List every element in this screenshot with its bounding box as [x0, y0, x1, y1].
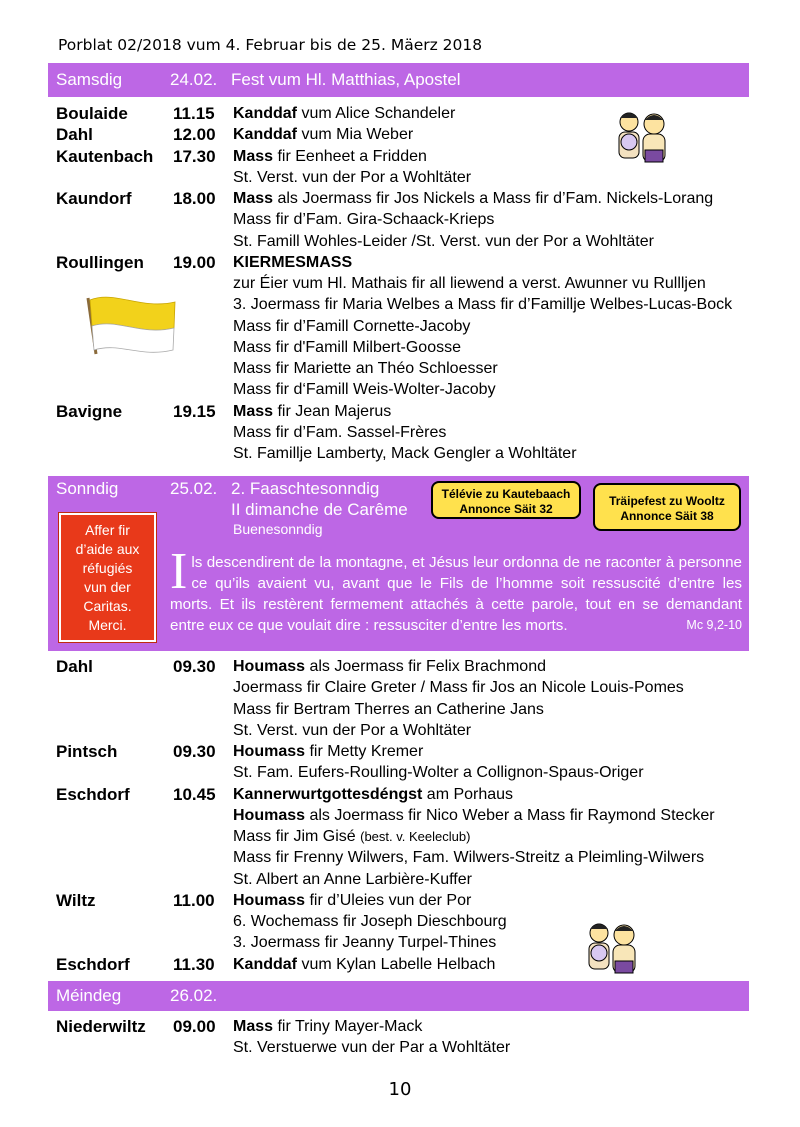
intention-text [233, 252, 352, 273]
intention-text: St. Verstuerwe vun der Par a Wohltäter [233, 1039, 511, 1057]
intention-text: Mass fir Frenny Wilwers, Fam. Wilwers-Streitz a Pleimling-Wilwers [233, 849, 705, 867]
gospel-reference: Mc 9,2-10 [686, 618, 742, 632]
redbox-line: Affer fir [85, 522, 130, 538]
place-name: Eschdorf [56, 954, 130, 974]
intention-text: Mass fir Eenheet a Fridden [233, 147, 427, 165]
service-type: KIERMESMASS [233, 253, 353, 271]
intention-text: St. Famill Wohles-Leider /St. Verst. vun der Por a Wohltäter [233, 232, 654, 250]
day-label: Méindeg [56, 986, 122, 1005]
intention-text: Houmass fir Metty Kremer [233, 743, 424, 760]
intention-text: St. Famillje Lamberty, Mack Gengler a Wohltäter [233, 445, 577, 462]
notice-line: Träipefest zu Wooltz [609, 494, 725, 508]
intention-text: Kanddaf vum Alice Schandeler [233, 105, 456, 122]
mass-time: 11.30 [173, 954, 215, 974]
intention-text: Mass fir Bertram Therres an Catherine Jans [233, 700, 544, 718]
papal-flag-illustration [80, 292, 180, 362]
intention-text: zur Éier vum Hl. Mathais fir all liewend a verst. Awunner vu Rullljen [233, 275, 706, 292]
service-type: Kanddaf [233, 955, 297, 973]
service-type: Kanddaf [233, 126, 297, 144]
date-label: 26.02. [170, 986, 218, 1005]
day-label: Samsdig [56, 70, 123, 89]
service-type: Houmass [233, 658, 306, 675]
date-label: 24.02. [170, 70, 218, 89]
redbox-line: réfugiés [82, 560, 133, 576]
baptism-couple-illustration [609, 110, 675, 168]
intention-text: Houmass fir d’Uleies vun der Por [233, 891, 472, 909]
televie-notice [431, 481, 581, 519]
mass-time: 09.30 [173, 742, 216, 761]
page-number: 10 [388, 1079, 412, 1100]
place-name: Boulaide [56, 104, 128, 123]
mass-time: 09.30 [173, 657, 216, 676]
notice-line: Télévie zu Kautebaach [441, 487, 571, 501]
intention-text: St. Albert an Anne Larbière-Kuffer [233, 870, 472, 888]
intention-text: Kanddaf vum Kylan Labelle Helbach [233, 955, 496, 973]
intention-text: Mass als Joermass fir Jos Nickels a Mass fir d’Fam. Nickels-Lorang [233, 190, 714, 207]
intention-text: St. Verst. vun der Por a Wohltäter [233, 168, 472, 186]
place-name: Wiltz [56, 890, 96, 910]
intention-text: Houmass als Joermass fir Nico Weber a Mass fir Raymond Stecker [233, 806, 715, 824]
mass-time: 19.15 [173, 401, 216, 421]
intention-text: Mass fir d'Famill Milbert-Goosse [233, 338, 461, 356]
redbox-line: d’aide aux [75, 541, 140, 557]
intention-note: (best. v. Keeleclub) [360, 829, 471, 844]
redbox-line: vun der [84, 579, 131, 595]
saturday-header-band [48, 63, 749, 97]
intention-text: Mass fir d’Fam. Gira-Schaack-Krieps [233, 211, 495, 229]
mass-time: 11.00 [173, 890, 215, 910]
service-type: Houmass [233, 891, 306, 909]
service-type: Houmass [233, 743, 306, 760]
intention-text: Joermass fir Claire Greter / Mass fir Jos an Nicole Louis-Pomes [233, 679, 684, 697]
redbox-line: Caritas. [83, 598, 132, 614]
service-type: Houmass [233, 806, 306, 824]
service-type: Mass [233, 1018, 274, 1035]
mass-time: 12.00 [173, 125, 216, 145]
place-name: Niederwiltz [56, 1017, 146, 1036]
service-type: Mass [233, 147, 274, 165]
place-name: Bavigne [56, 401, 123, 421]
place-name: Kaundorf [56, 189, 132, 208]
place-name: Roullingen [56, 252, 144, 272]
gospel-quote [170, 543, 742, 636]
sunday-title: 2. Faaschtesonndig [231, 479, 380, 498]
mass-time: 11.15 [173, 104, 215, 123]
mass-time: 19.00 [173, 252, 216, 272]
page-header: Porblat 02/2018 vum 4. Februar bis de 25. Mäerz 2018 [58, 36, 483, 54]
baptism-couple-illustration [579, 921, 645, 979]
sunday-title-fr: II dimanche de Carême [231, 500, 408, 519]
day-label: Sonndig [56, 479, 119, 498]
intention-text: 6. Wochemass fir Joseph Dieschbourg [233, 913, 507, 930]
drop-cap: I [170, 543, 188, 600]
intention-text: 3. Joermass fir Maria Welbes a Mass fir d’Famillje Welbes-Lucas-Bock [233, 296, 733, 314]
intention-text: Kanddaf vum Mia Weber [233, 126, 414, 144]
mass-time: 18.00 [173, 189, 216, 208]
notice-line: Annonce Säit 32 [459, 502, 553, 516]
mass-time: 10.45 [173, 784, 216, 804]
intention-text: Kannerwurtgottesdéngst am Porhaus [233, 785, 514, 803]
place-name: Kautenbach [56, 146, 154, 166]
intention-text: St. Fam. Eufers-Roulling-Wolter a Collignon-Spaus-Origer [233, 764, 644, 782]
sunday-subtitle: Buenesonndig [233, 521, 323, 537]
mass-time: 09.00 [173, 1017, 216, 1036]
intention-text: Mass fir Jean Majerus [233, 402, 392, 420]
feast-title: Fest vum Hl. Matthias, Apostel [231, 70, 461, 89]
place-name: Dahl [56, 125, 93, 145]
service-type: Kanddaf [233, 105, 297, 122]
place-name: Pintsch [56, 742, 118, 761]
traipefest-notice [593, 483, 741, 531]
intention-text: Mass fir d‘Famill Weis-Wolter-Jacoby [233, 381, 496, 399]
service-type: Kannerwurtgottesdéngst [233, 785, 423, 803]
intention-text: 3. Joermass fir Jeanny Turpel-Thines [233, 934, 497, 952]
intention-text: Houmass als Joermass fir Felix Brachmond [233, 658, 546, 675]
intention-text: Mass fir d’Fam. Sassel-Frères [233, 423, 447, 441]
place-name: Dahl [56, 657, 93, 676]
intention-text: Mass fir Triny Mayer-Mack [233, 1018, 423, 1035]
caritas-collection-box [59, 513, 156, 642]
mass-time: 17.30 [173, 146, 216, 166]
redbox-line: Merci. [88, 617, 127, 633]
monday-header-band [48, 981, 749, 1011]
notice-line: Annonce Säit 38 [620, 509, 714, 523]
date-label: 25.02. [170, 479, 218, 498]
gospel-text: ls descendirent de la montagne, et Jésus leur ordonna de ne raconter à personne ce qu’ils avaient vu, avant que le Fils de l’homme soit ressuscité d’entre les morts. Et ils restèrent fermement attachés à cette parole, tout en se demandant entre eux ce que voulait dire : ressusciter d’entre les morts. [170, 554, 742, 634]
intention-text: Mass fir d’Famill Cornette-Jacoby [233, 317, 471, 335]
intention-text: St. Verst. vun der Por a Wohltäter [233, 721, 472, 739]
place-name: Eschdorf [56, 784, 130, 804]
intention-text: Mass fir Mariette an Théo Schloesser [233, 360, 498, 377]
service-type: Mass [233, 402, 274, 420]
intention-text: Mass fir Jim Gisé (best. v. Keeleclub) [233, 828, 471, 845]
service-type: Mass [233, 190, 274, 207]
